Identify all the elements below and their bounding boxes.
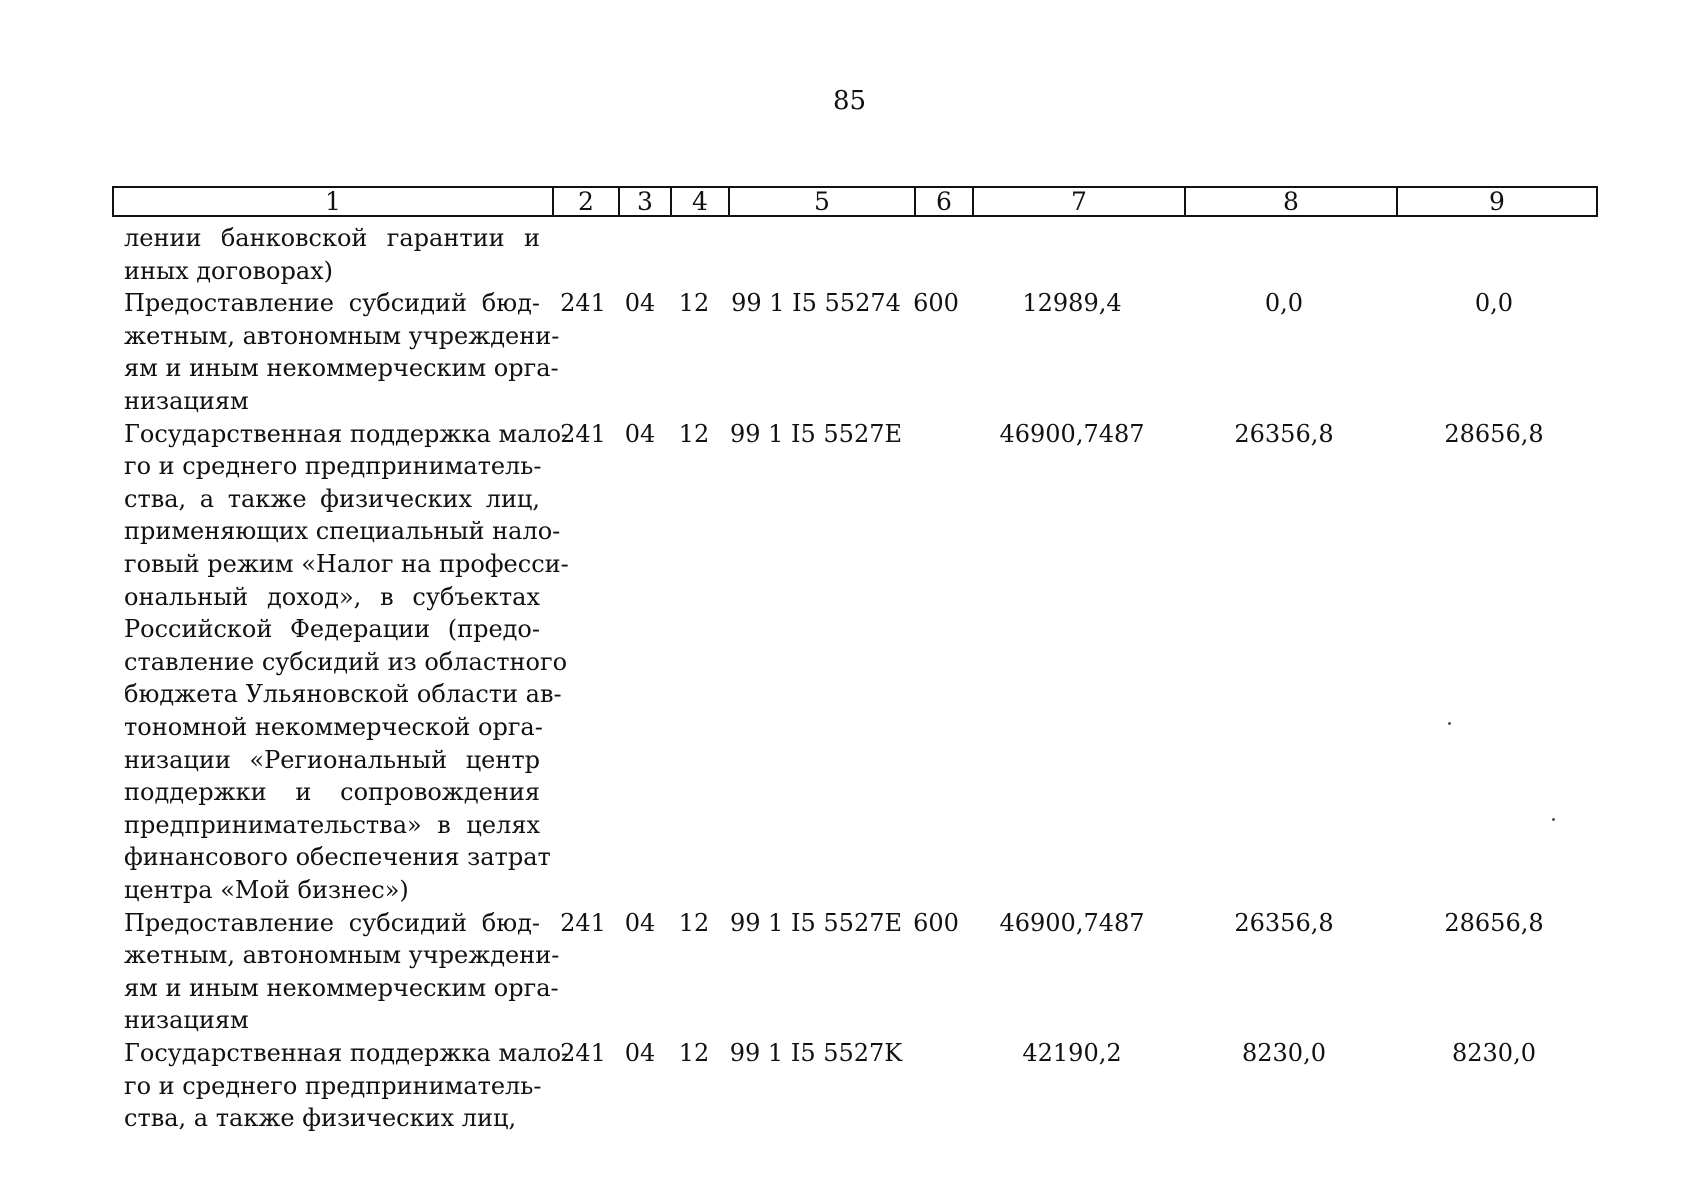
row-description [124,287,560,417]
description-line: ставление субсидий из областного [124,647,568,676]
description-line: Государственная поддержка мало- [124,419,570,448]
cell-c7: 46900,7487 [999,908,1145,937]
cell-c2: 241 [560,419,606,448]
description-line: го и среднего предприниматель- [124,452,542,481]
header-col-6: 6 [914,188,972,215]
description-line: центра «Мой бизнес») [124,875,409,904]
cell-c3: 04 [624,419,656,448]
row-description [124,907,560,1037]
cell-c9: 8230,0 [1452,1039,1536,1067]
cell-c8: 26356,8 [1234,419,1334,448]
cell-c8: 0,0 [1264,289,1304,318]
description-line: ства, а также физических лиц, [124,484,540,513]
description-line: бюджета Ульяновской области ав- [124,680,562,709]
description-line: низации «Региональный центр [124,745,540,774]
scan-speck [1552,818,1555,821]
description-line: Государственная поддержка мало- [124,1039,570,1067]
cell-c9: 28656,8 [1444,419,1544,448]
row-description [124,1037,570,1135]
description-line: финансового обеспечения затрат [124,843,551,872]
header-col-7: 7 [972,188,1184,215]
table-header [112,186,1598,217]
cell-c5: 99 1 I5 5527E [729,908,903,937]
header-col-3: 3 [618,188,670,215]
description-line: применяющих специальный нало- [124,517,561,546]
row-description [124,418,570,907]
cell-c3: 04 [624,908,656,937]
cell-c2: 241 [560,1039,606,1067]
description-line: ональный доход», в субъектах [124,582,540,611]
cell-c5: 99 1 I5 5527E [729,419,903,448]
cell-c7: 42190,2 [1022,1039,1122,1067]
header-col-5: 5 [728,188,914,215]
header-col-4: 4 [670,188,728,215]
description-line: жетным, автономным учреждени- [124,941,560,970]
cell-c9: 0,0 [1474,289,1514,318]
description-line: тономной некоммерческой орга- [124,712,543,741]
row-description [124,222,540,287]
cell-c3: 04 [624,289,656,318]
description-line: предпринимательства» в целях [124,810,540,839]
description-line: жетным, автономным учреждени- [124,321,560,350]
cell-c6: 600 [913,908,959,937]
page-number: 85 [832,86,867,116]
description-line: иных договорах) [124,256,334,285]
description-line: говый режим «Налог на професси- [124,549,569,578]
cell-c7: 12989,4 [1022,289,1122,318]
description-line: низациям [124,1006,249,1035]
description-line: лении банковской гарантии и [124,224,540,252]
description-line: ям и иным некоммерческим орга- [124,354,559,383]
cell-c9: 28656,8 [1444,908,1544,937]
header-col-1: 1 [325,187,341,216]
description-line: Российской Федерации (предо- [124,615,540,644]
header-col-9: 9 [1396,188,1596,215]
cell-c4: 12 [678,1039,710,1067]
description-line: низациям [124,386,249,415]
header-col-2: 2 [552,188,618,215]
description-line: Предоставление субсидий бюд- [124,289,540,318]
cell-c5: 99 1 I5 55274 [731,289,901,318]
description-line: поддержки и сопровождения [124,778,540,807]
description-line: го и среднего предприниматель- [124,1071,542,1100]
description-line: ства, а также физических лиц, [124,1104,517,1133]
cell-c4: 12 [678,908,710,937]
cell-c4: 12 [678,419,710,448]
cell-c2: 241 [560,289,606,318]
cell-c7: 46900,7487 [999,419,1145,448]
scan-speck [1448,722,1451,725]
cell-c2: 241 [560,908,606,937]
description-line: ям и иным некоммерческим орга- [124,973,559,1002]
cell-c4: 12 [678,289,710,318]
cell-c8: 26356,8 [1234,908,1334,937]
cell-c8: 8230,0 [1242,1039,1326,1067]
cell-c6: 600 [913,289,959,318]
header-col-8: 8 [1184,188,1396,215]
cell-c3: 04 [624,1039,656,1067]
description-line: Предоставление субсидий бюд- [124,908,540,937]
cell-c5: 99 1 I5 5527K [729,1039,903,1067]
